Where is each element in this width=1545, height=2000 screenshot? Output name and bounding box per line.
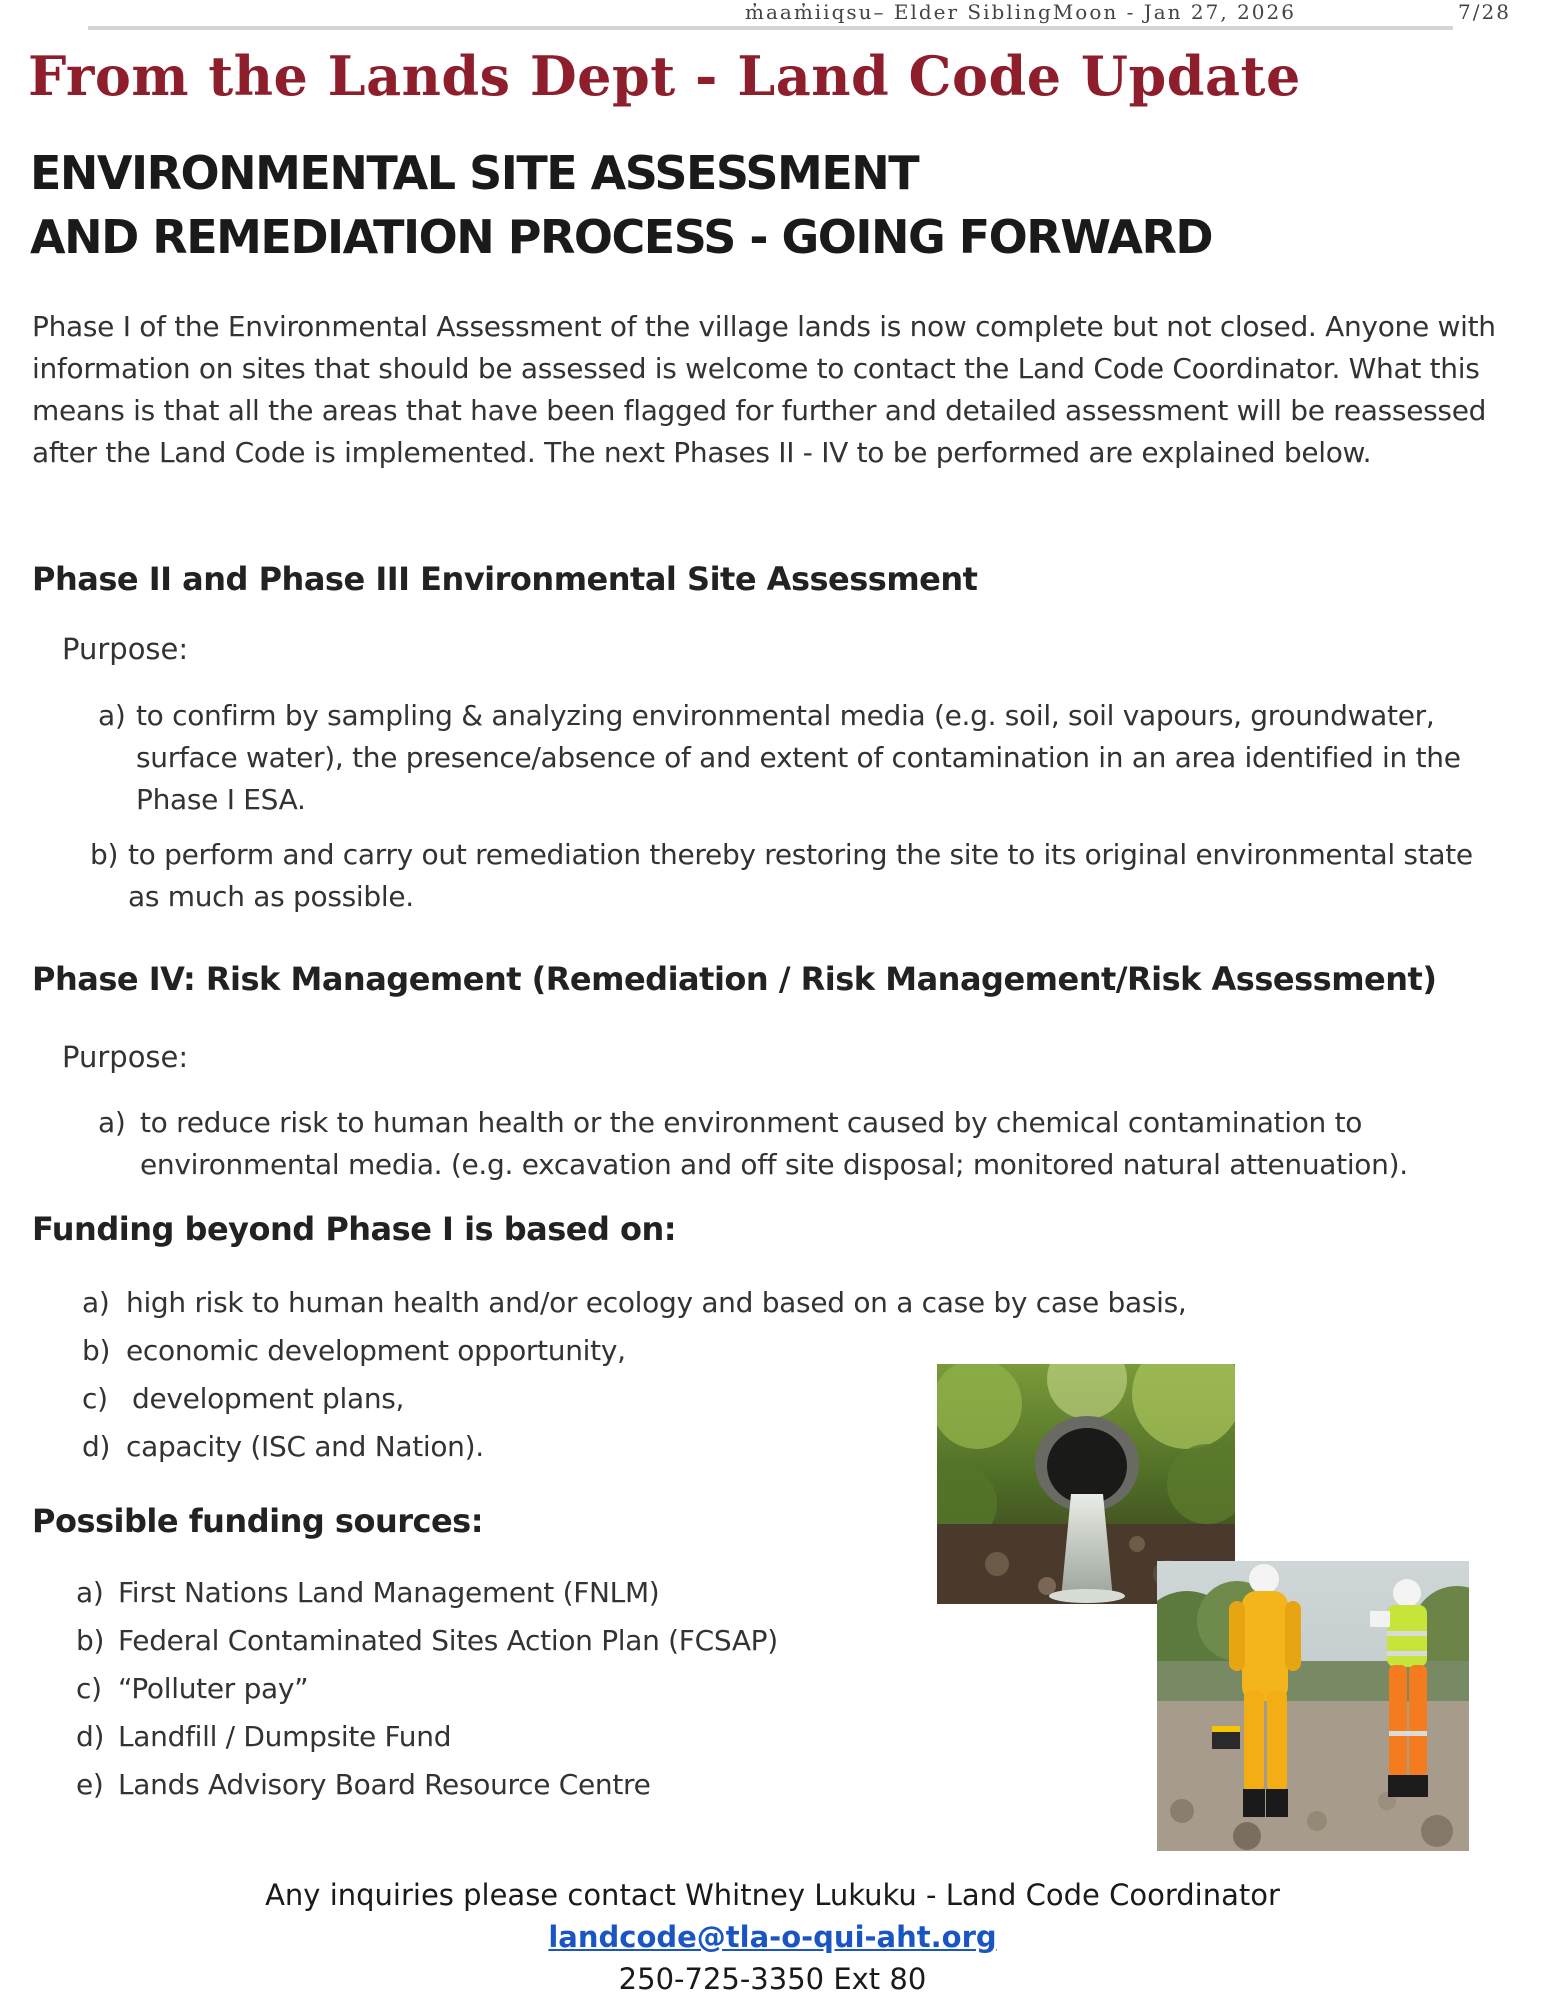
- list-item-text: development plans,: [132, 1382, 405, 1415]
- publication-title: m̓aam̓iiqsu– Elder SiblingMoon - Jan 27, 2026: [745, 0, 1296, 24]
- list-item-text: Federal Contaminated Sites Action Plan (FCSAP): [118, 1624, 778, 1657]
- list-item-text: to reduce risk to human health or the environment caused by chemical contamination to environmental media. (e.g. excavation and off site disposal; monitored natural attenuation).: [140, 1106, 1408, 1181]
- contact-line: Any inquiries please contact Whitney Lukuku - Land Code Coordinator: [265, 1878, 1280, 1912]
- list-item: [82, 1330, 626, 1372]
- list-marker: a): [98, 1106, 126, 1139]
- list-item: [82, 1282, 1187, 1324]
- list-item-text: “Polluter pay”: [118, 1672, 309, 1705]
- list-item-text: to confirm by sampling & analyzing environmental media (e.g. soil, soil vapours, groundwater, surface water), the presence/absence of and extent of contamination in an area identified in the Phase I ESA.: [136, 699, 1461, 816]
- contact-email-link[interactable]: landcode@tla-o-qui-aht.org: [548, 1920, 997, 1954]
- list-item-text: high risk to human health and/or ecology and based on a case by case basis,: [126, 1286, 1187, 1319]
- list-item-text: to perform and carry out remediation thereby restoring the site to its original environmental state as much as possible.: [128, 838, 1473, 913]
- phase-2-3-purpose-label: Purpose:: [62, 632, 189, 666]
- list-marker: c): [82, 1382, 108, 1415]
- list-marker: a): [76, 1576, 104, 1609]
- list-marker: b): [90, 838, 119, 871]
- page-number: 7/28: [1458, 0, 1511, 24]
- list-item: [76, 1716, 451, 1758]
- phase-4-heading: Phase IV: Risk Management (Remediation / Risk Management/Risk Assessment): [32, 960, 1437, 998]
- headline-line-1: ENVIRONMENTAL SITE ASSESSMENT: [30, 146, 919, 200]
- workers-photo: [1157, 1561, 1469, 1851]
- list-item-text: First Nations Land Management (FNLM): [118, 1576, 660, 1609]
- list-marker: a): [82, 1286, 110, 1319]
- contact-phone: 250-725-3350 Ext 80: [618, 1962, 927, 1996]
- masthead: From the Lands Dept - Land Code Update: [28, 44, 1301, 108]
- list-item: [76, 1764, 651, 1806]
- list-item-text: Lands Advisory Board Resource Centre: [118, 1768, 651, 1801]
- intro-paragraph: Phase I of the Environmental Assessment of the village lands is now complete but not closed. Anyone with information on sites that should be assessed is welcome to contact the Land Code Coordinator. What this means is that all the areas that have been flagged for further and detailed assessment will be reassessed after the Land Code is implemented. The next Phases II - IV to be performed are explained below.: [32, 310, 1496, 469]
- list-item-text: economic development opportunity,: [126, 1334, 626, 1367]
- list-item: [90, 834, 1510, 918]
- funding-sources-heading: Possible funding sources:: [32, 1502, 484, 1540]
- list-marker: a): [98, 699, 126, 732]
- list-item-text: Landfill / Dumpsite Fund: [118, 1720, 452, 1753]
- funding-heading: Funding beyond Phase I is based on:: [32, 1210, 677, 1248]
- list-item-text: capacity (ISC and Nation).: [126, 1430, 484, 1463]
- list-item: [82, 1378, 404, 1420]
- list-marker: d): [76, 1720, 105, 1753]
- list-item: [98, 1102, 1508, 1186]
- phase-2-3-heading: Phase II and Phase III Environmental Site Assessment: [32, 560, 978, 598]
- list-item: [76, 1572, 659, 1614]
- list-marker: e): [76, 1768, 104, 1801]
- phase-4-purpose-label: Purpose:: [62, 1040, 189, 1074]
- list-item: [76, 1620, 778, 1662]
- list-item: [82, 1426, 484, 1468]
- headline-line-2: AND REMEDIATION PROCESS - GOING FORWARD: [30, 210, 1213, 264]
- list-marker: b): [82, 1334, 111, 1367]
- list-marker: d): [82, 1430, 111, 1463]
- list-marker: c): [76, 1672, 102, 1705]
- contact-email-wrap: [0, 1920, 1545, 1954]
- list-item: [76, 1668, 308, 1710]
- list-item: [98, 695, 1498, 821]
- header-rule: [88, 26, 1453, 30]
- list-marker: b): [76, 1624, 105, 1657]
